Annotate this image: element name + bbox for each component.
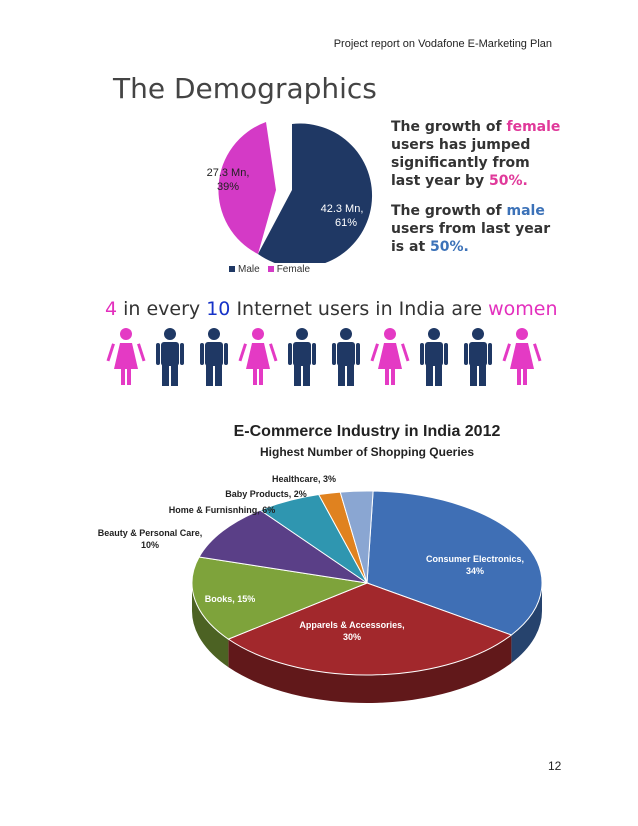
ecommerce-chart-subtitle: Highest Number of Shopping Queries — [259, 445, 475, 459]
female-figure-icon — [371, 328, 410, 385]
ecommerce-chart-title: E-Commerce Industry in India 2012 — [233, 423, 501, 440]
female-value-label: 27.3 Mn, — [206, 167, 250, 179]
page-number: 12 — [548, 759, 562, 773]
legend-female: Female — [268, 264, 310, 275]
data-label-5: Baby Products, 2% — [225, 489, 307, 499]
female-figure-icon — [239, 328, 278, 385]
legend-male: Male — [229, 264, 260, 275]
male-growth-paragraph: The growth of male users from last year is at 50%. — [391, 203, 551, 255]
people-pictogram — [104, 327, 544, 387]
male-slice — [258, 124, 372, 263]
male-value-label: 42.3 Mn, — [320, 203, 364, 215]
data-label-6: Healthcare, 3% — [271, 474, 337, 484]
male-figure-icon — [200, 328, 228, 386]
gender-pie-chart — [196, 118, 386, 263]
female-figure-icon — [503, 328, 542, 385]
female-growth-paragraph: The growth of female users has jumped significantly from last year by 50%. — [391, 119, 561, 189]
ecommerce-pie-chart — [90, 418, 560, 708]
female-figure-icon — [107, 328, 146, 385]
page-header: Project report on Vodafone E-Marketing Plan — [333, 38, 552, 50]
growth-text — [391, 118, 563, 268]
data-label-1: Apparels & Accessories, 30% — [299, 620, 405, 642]
male-figure-icon — [420, 328, 448, 386]
male-figure-icon — [156, 328, 184, 386]
male-figure-icon — [288, 328, 316, 386]
data-label-3: Beauty & Personal Care, 10% — [97, 528, 203, 550]
male-figure-icon — [464, 328, 492, 386]
male-figure-icon — [332, 328, 360, 386]
data-label-2: Books, 15% — [204, 594, 256, 604]
page-title: The Demographics — [113, 72, 377, 105]
data-label-0: Consumer Electronics, 34% — [425, 554, 525, 576]
gender-legend — [229, 264, 310, 275]
male-percent-label: 61% — [334, 217, 358, 229]
female-percent-label: 39% — [216, 181, 240, 193]
internet-users-statement: 4 in every 10 Internet users in India are women — [105, 298, 558, 320]
data-label-4: Home & Furnisnhing, 6% — [168, 505, 276, 515]
